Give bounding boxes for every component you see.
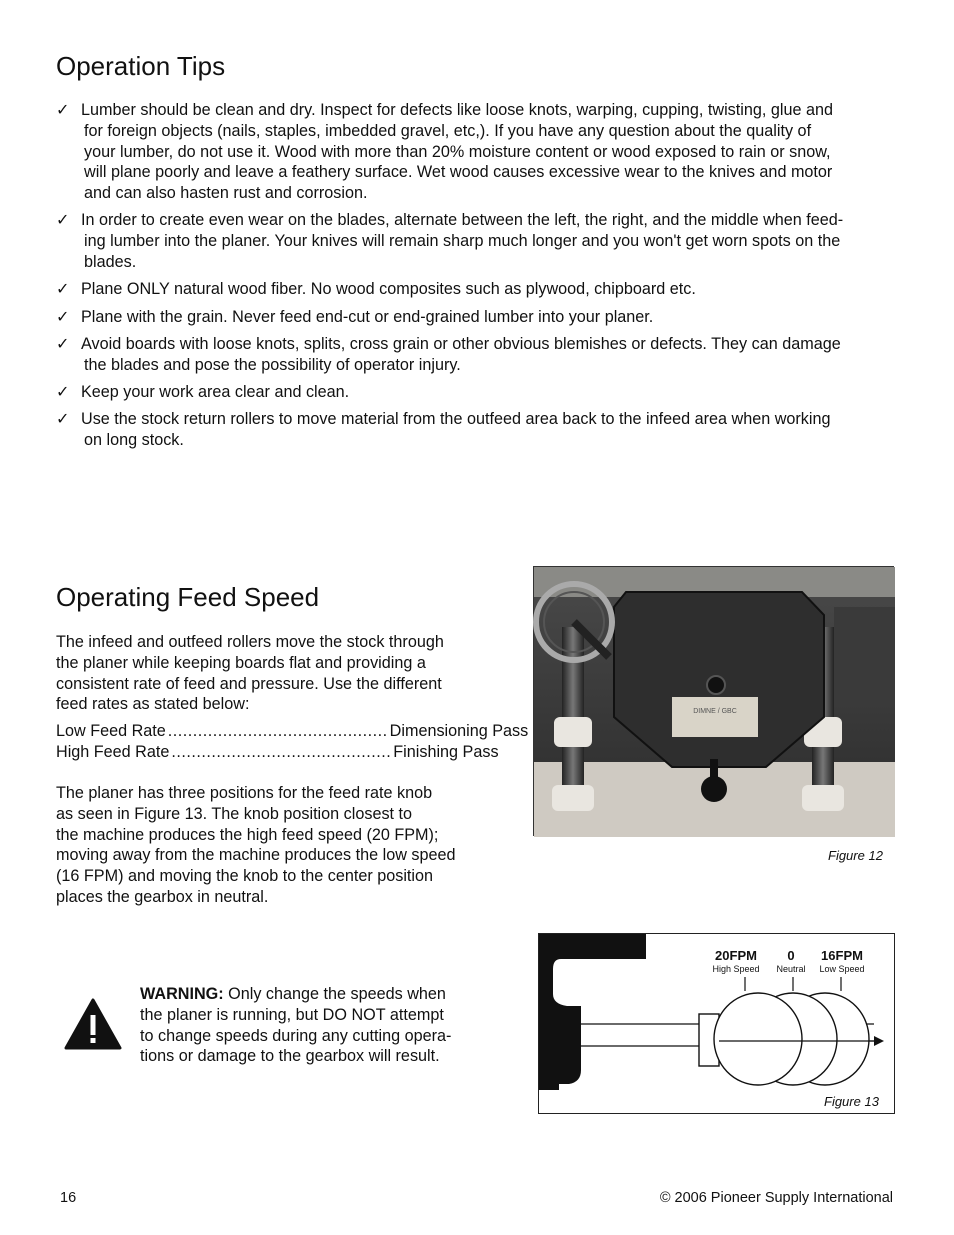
checkmark-icon: ✓: [56, 410, 70, 429]
feed-knob-description: [56, 783, 496, 908]
tip-item: [56, 100, 902, 204]
rate-leader-dots: ............................................: [167, 722, 388, 740]
figure-12-photo: [533, 566, 894, 836]
body-line: as seen in Figure 13. The knob position closest to: [56, 804, 413, 823]
tip-item: [56, 409, 902, 451]
figure-13-diagram: [538, 933, 895, 1114]
page-number: 16: [60, 1190, 77, 1206]
position-label-neutral: Neutral: [776, 964, 806, 974]
position-label-high: High Speed: [712, 964, 760, 974]
rate-leader-dots: ............................................: [171, 743, 392, 761]
tip-line: the blades and pose the possibility of operator injury.: [84, 355, 461, 374]
tip-line: on long stock.: [84, 431, 184, 450]
position-label-low: Low Speed: [819, 964, 865, 974]
tip-item: [56, 307, 902, 328]
figure-13-caption: Figure 13: [824, 1094, 879, 1109]
rate-value: Finishing Pass: [393, 743, 499, 761]
tip-line: blades.: [84, 253, 137, 272]
tip-line: Plane ONLY natural wood fiber. No wood composites such as plywood, chipboard etc.: [81, 280, 696, 299]
warning-line: the planer is running, but DO NOT attempt: [140, 1005, 444, 1024]
warning-line: tions or damage to the gearbox will result.: [140, 1047, 440, 1066]
intro-line: The infeed and outfeed rollers move the stock through: [56, 633, 444, 651]
checkmark-icon: ✓: [56, 101, 70, 119]
checkmark-icon: ✓: [56, 334, 70, 353]
section-title-operation-tips: Operation Tips: [56, 51, 226, 81]
warning-line-rest: Only change the speeds when: [223, 985, 446, 1003]
speed-label-low: 16FPM: [821, 948, 863, 963]
planer-gearbox-photo: [534, 567, 895, 837]
body-line: (16 FPM) and moving the knob to the center position: [56, 867, 434, 886]
tip-item: [56, 210, 902, 272]
warning-icon: [64, 998, 122, 1050]
figure-12-caption: Figure 12: [828, 848, 883, 863]
tip-line: your lumber, do not use it. Wood with more than 20% moisture content or wood exposed to rain or snow,: [84, 142, 831, 161]
tip-line: Plane with the grain. Never feed end-cut or end-grained lumber into your planer.: [81, 307, 654, 326]
body-line: The planer has three positions for the feed rate knob: [56, 784, 433, 802]
low-feed-rate-row: [56, 721, 529, 742]
body-line: the machine produces the high feed speed (20 FPM);: [56, 825, 439, 844]
rate-value: Dimensioning Pass: [389, 722, 529, 740]
tip-line: Avoid boards with loose knots, splits, cross grain or other obvious blemishes or defects. They can damage: [81, 334, 841, 353]
rate-label: Low Feed Rate: [56, 722, 166, 740]
section-title-operating-feed-speed: Operating Feed Speed: [56, 582, 320, 612]
tip-line: Keep your work area clear and clean.: [81, 383, 350, 402]
warning-label: WARNING:: [140, 985, 224, 1003]
tip-item: [56, 382, 902, 403]
intro-line: feed rates as stated below:: [56, 695, 250, 714]
rate-label: High Feed Rate: [56, 743, 170, 761]
checkmark-icon: ✓: [56, 280, 70, 299]
speed-label-neutral: 0: [787, 948, 795, 963]
warning-line: to change speeds during any cutting opera-: [140, 1026, 452, 1045]
warning-line: [140, 984, 485, 1005]
tip-line: for foreign objects (nails, staples, imbedded gravel, etc,). If you have any question about the quality of: [84, 121, 812, 140]
checkmark-icon: ✓: [56, 307, 70, 326]
tip-line: In order to create even wear on the blades, alternate between the left, the right, and the middle when feed-: [81, 211, 844, 230]
tip-line: ing lumber into the planer. Your knives will remain sharp much longer and you won't get worn spots on the: [84, 232, 841, 251]
tip-line: will plane poorly and leave a feathery surface. Wet wood causes excessive wear to the knives and motor: [84, 163, 833, 182]
tip-line: Use the stock return rollers to move material from the outfeed area back to the infeed area when working: [81, 410, 831, 429]
body-line: moving away from the machine produces the low speed: [56, 846, 456, 865]
checkmark-icon: ✓: [56, 383, 70, 402]
feed-speed-intro: [56, 632, 496, 715]
feed-knob-positions-diagram: [539, 934, 896, 1115]
operation-tips-list: [56, 100, 902, 457]
checkmark-icon: ✓: [56, 211, 70, 230]
plate-label: DIMNE / GBC: [693, 708, 737, 715]
tip-line: Lumber should be clean and dry. Inspect for defects like loose knots, warping, cupping, twisting, glue and: [81, 101, 833, 119]
body-line: places the gearbox in neutral.: [56, 887, 269, 906]
high-feed-rate-row: [56, 742, 499, 763]
tip-item: [56, 279, 902, 300]
tip-line: and can also hasten rust and corrosion.: [84, 184, 368, 203]
intro-line: the planer while keeping boards flat and providing a: [56, 653, 426, 672]
knob-high-speed: [714, 993, 802, 1085]
copyright: © 2006 Pioneer Supply International: [659, 1190, 893, 1206]
intro-line: consistent rate of feed and pressure. Use the different: [56, 674, 442, 693]
warning-text: [140, 984, 485, 1067]
tip-item: [56, 334, 902, 376]
speed-label-high: 20FPM: [715, 948, 757, 963]
